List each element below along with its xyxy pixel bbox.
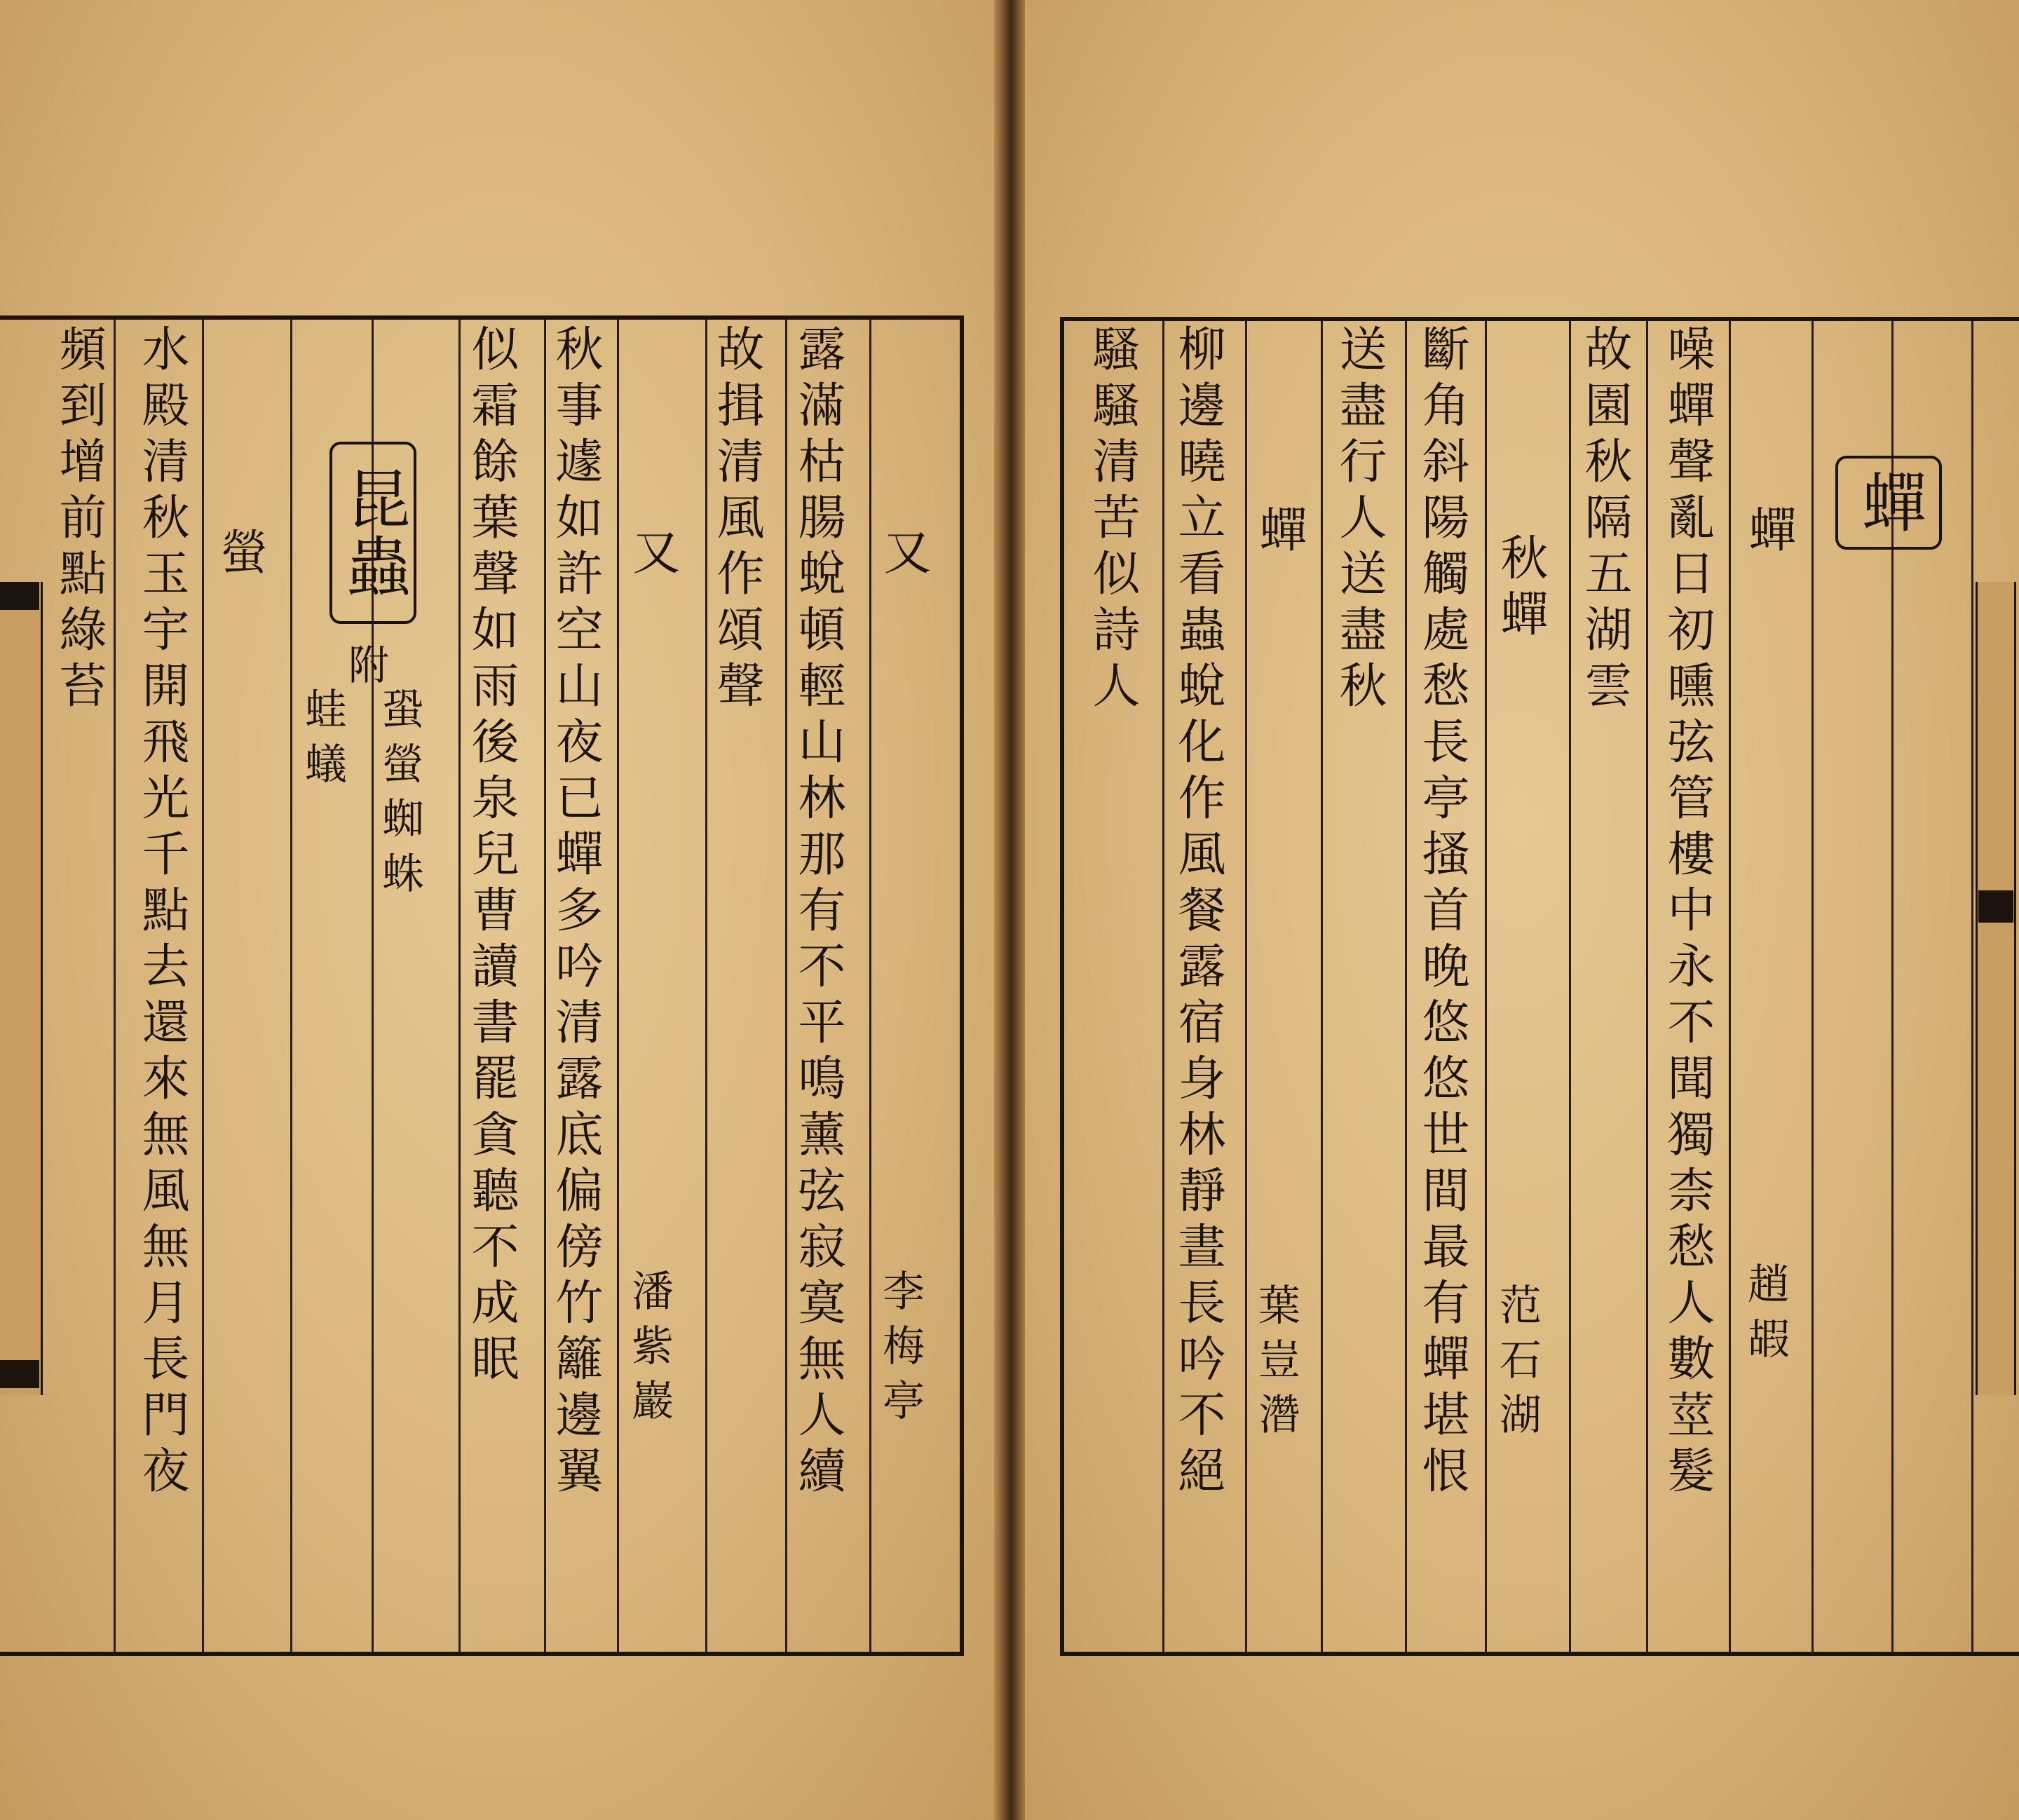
heading-cicada-2: 蟬 [1251, 505, 1307, 561]
column-rule [1162, 321, 1164, 1653]
poem-line: 斷角斜陽觸處愁長亭搔首晚悠悠世間最有蟬堪恨 [1414, 324, 1469, 1502]
poem-line: 柳邊曉立看蟲蛻化作風餐露宿身林靜晝長吟不絕 [1170, 324, 1225, 1502]
poem-line: 秋事遽如許空山夜已蟬多吟清露底偏傍竹籬邊翼 [548, 324, 603, 1502]
section-label-chan: 蟬 [1835, 456, 1942, 550]
author-ye-qiqian: 葉豈濳 [1251, 1283, 1300, 1447]
book-gutter [994, 0, 1025, 1820]
subtopic-list: 蛙蟻 [298, 687, 347, 796]
poem-line: 似霜餘葉聲如雨後泉兒曹讀書罷貪聽不成眠 [463, 324, 519, 1390]
poem-line: 騷騷清苦似詩人 [1085, 324, 1140, 717]
fold-marker-top [0, 582, 39, 610]
poem-line: 露滿枯腸蛻頓輕山林那有不平鳴薰弦寂寞無人續 [790, 324, 845, 1502]
column-rule [1646, 321, 1648, 1653]
poem-line: 故揖清風作頌聲 [709, 324, 764, 717]
column-rule [1485, 321, 1487, 1653]
column-rule [1245, 321, 1247, 1653]
subtopic-list: 蛩螢蜘蛛 [375, 687, 424, 906]
column-rule [785, 320, 787, 1652]
poem-line: 噪蟬聲亂日初曛弦管樓中永不聞獨柰愁人數莖髮 [1659, 324, 1715, 1502]
attach-marker: 附 [341, 644, 389, 690]
poem-line: 故園秋隔五湖雲 [1577, 324, 1632, 717]
right-center-margin [1976, 582, 2016, 1395]
column-rule [1569, 321, 1571, 1653]
column-rule [544, 320, 546, 1652]
heading-firefly: 螢 [212, 527, 268, 583]
column-rule [458, 320, 461, 1652]
column-rule [1321, 321, 1323, 1653]
section-label-kunchong: 昆蟲 [329, 442, 416, 624]
left-center-margin [0, 582, 43, 1395]
column-rule [869, 320, 871, 1652]
heading-autumn-cicada: 秋蟬 [1493, 533, 1548, 645]
column-rule [1405, 321, 1407, 1653]
author-pan-ziyan: 潘紫巖 [625, 1269, 674, 1433]
fold-marker-bottom [0, 1360, 39, 1388]
heading-again-1: 又 [876, 527, 931, 583]
heading-again-2: 又 [625, 527, 680, 583]
poem-line: 頻到增前點綠苔 [51, 324, 107, 717]
column-rule [290, 320, 292, 1652]
author-fan-shihu: 范石湖 [1493, 1283, 1542, 1447]
column-rule [114, 320, 116, 1652]
author-zhao-gu: 趙嘏 [1741, 1262, 1790, 1371]
column-rule [1971, 321, 1973, 1653]
author-li-meiting: 李梅亭 [876, 1269, 925, 1433]
column-rule [202, 320, 204, 1652]
column-rule [617, 320, 619, 1652]
column-rule [1729, 321, 1731, 1653]
heading-cicada: 蟬 [1741, 505, 1796, 561]
poem-line: 水殿清秋玉宇開飛光千點去還來無風無月長門夜 [134, 324, 189, 1502]
column-rule [1811, 321, 1814, 1653]
column-rule [705, 320, 707, 1652]
poem-line: 送盡行人送盡秋 [1331, 324, 1387, 717]
fold-marker [1978, 890, 2013, 923]
